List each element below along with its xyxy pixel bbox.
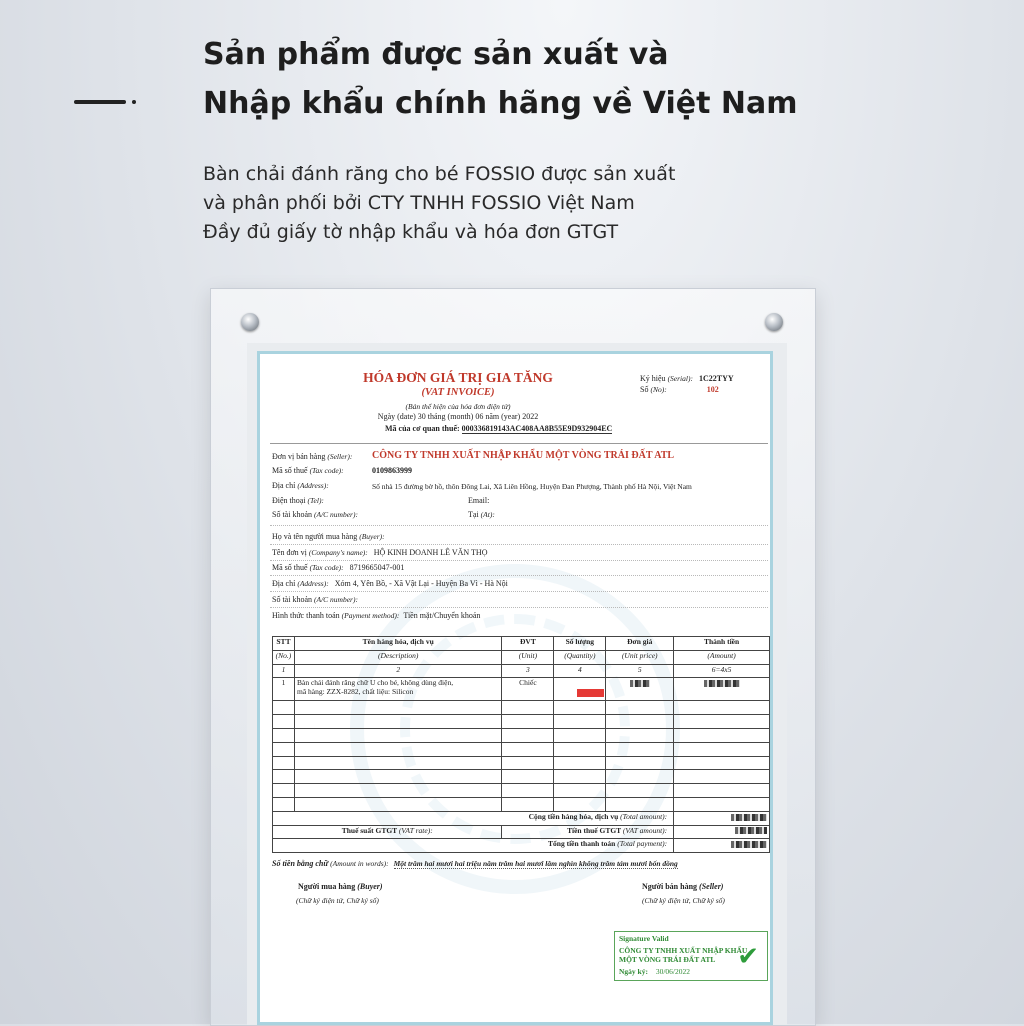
vat-rate-cell: Thuế suất GTGT (VAT rate): — [273, 825, 502, 839]
header-cell: (Unit price) — [606, 650, 674, 664]
invoice-number: Số (No): 102 — [640, 385, 719, 394]
seller-signature-note: (Chữ ký điện tử, Chữ ký số) — [642, 896, 725, 905]
total-amount-row — [273, 811, 770, 825]
amount-in-words: Một trăm hai mươi hai triệu năm trăm hai mươi lăm nghìn không trăm tám mươi bốn đồng — [393, 859, 678, 868]
redacted-value — [731, 841, 767, 848]
divider — [270, 575, 768, 576]
table-header-en-row — [273, 650, 770, 664]
invoice-title: HÓA ĐƠN GIÁ TRỊ GIA TĂNG — [363, 370, 553, 385]
buyer-tax: 8719665047-001 — [349, 563, 405, 572]
index-cell: 1 — [273, 664, 295, 678]
index-cell: 2 — [294, 664, 501, 678]
signature-valid-label: Signature Valid — [619, 934, 669, 943]
buyer-name-row: Họ và tên người mua hàng (Buyer): — [272, 532, 385, 541]
buyer-company-row: Tên đơn vị (Company's name): HỘ KINH DOANH LÊ VĂN THỌ — [272, 548, 488, 557]
invoice-title-en: (VAT INVOICE) — [421, 387, 495, 398]
divider — [270, 560, 768, 561]
header-cell: STT — [273, 637, 295, 651]
subheading-line-2: và phân phối bởi CTY TNHH FOSSIO Việt Nam — [203, 192, 635, 214]
buyer-company: HỘ KINH DOANH LÊ VĂN THỌ — [373, 548, 488, 557]
header-cell: (Quantity) — [554, 650, 606, 664]
header-cell: Số lượng — [554, 637, 606, 651]
serial: Ký hiệu (Serial): 1C22TYY — [640, 374, 734, 383]
redacted-value — [735, 827, 767, 834]
total-payment-label-cell: Tổng tiền thanh toán (Total payment): — [273, 839, 674, 853]
table-row — [273, 797, 770, 811]
payment-method: Tiền mặt/Chuyển khoản — [403, 611, 481, 620]
tax-authority-code — [385, 424, 612, 433]
seller-name: CÔNG TY TNHH XUẤT NHẬP KHẨU MỘT VÒNG TRÁI ĐẤT ATL — [372, 450, 675, 461]
seller-signature-label: Người bán hàng (Seller) — [642, 882, 724, 891]
tax-authority-code-value: 000336819143AC408AA8B55E9D932904EC — [461, 424, 613, 433]
buyer-address: Xóm 4, Yên Bồ, - Xã Vật Lại - Huyện Ba Vì - Hà Nội — [334, 579, 508, 588]
seller-phone-row: Điện thoại (Tel): — [272, 496, 324, 505]
divider — [270, 591, 768, 592]
buyer-account-row: Số tài khoản (A/C number): — [272, 595, 358, 604]
seller-bank-row: Tại (At): — [468, 510, 495, 519]
decorative-dot — [132, 100, 136, 104]
subheading-line-3: Đầy đủ giấy tờ nhập khẩu và hóa đơn GTGT — [203, 221, 619, 243]
table-row — [273, 728, 770, 742]
signature-date: 30/06/2022 — [655, 967, 691, 976]
screw-icon — [765, 313, 783, 331]
subheading — [203, 160, 675, 247]
header-cell: Tên hàng hóa, dịch vụ — [294, 637, 501, 651]
divider — [270, 607, 768, 608]
tax-authority-code-label: Mã của cơ quan thuế: — [385, 424, 460, 433]
header-cell: ĐVT — [502, 637, 554, 651]
checkmark-icon: ✔ — [737, 942, 759, 972]
screw-icon — [241, 313, 259, 331]
vat-row — [273, 825, 770, 839]
divider — [270, 443, 768, 444]
row-description: Bàn chải đánh răng chữ U cho bé, không dùng điện, mã hàng: ZZX-8282, chất liệu: Silicon — [294, 678, 501, 701]
table-row — [273, 770, 770, 784]
vat-amount-value — [674, 825, 770, 839]
buyer-signature-label: Người mua hàng (Buyer) — [298, 882, 383, 891]
decorative-dash — [74, 100, 126, 104]
row-stt: 1 — [273, 678, 295, 701]
divider — [270, 544, 768, 545]
row-unit: Chiếc — [502, 678, 554, 701]
headline — [203, 30, 798, 128]
invoice-subtitle: (Bản thể hiện của hóa đơn điện tử) — [405, 402, 511, 411]
buyer-tax-row: Mã số thuế (Tax code): 8719665047-001 — [272, 563, 405, 572]
headline-line-2: Nhập khẩu chính hãng về Việt Nam — [203, 86, 798, 121]
table-row — [273, 756, 770, 770]
items-table — [272, 636, 770, 853]
index-cell: 3 — [502, 664, 554, 678]
index-cell: 4 — [554, 664, 606, 678]
signature-company-line-1: CÔNG TY TNHH XUẤT NHẬP KHẨU — [619, 946, 748, 955]
signature-date-row: Ngày ký: 30/06/2022 — [619, 967, 691, 976]
seller-address: Số nhà 15 đường bờ hồ, thôn Đông Lai, Xã Liên Hồng, Huyện Đan Phượng, Thành phố Hà Nội, Việt Nam — [372, 482, 692, 491]
redacted-value — [630, 680, 650, 687]
seller-tax-row: Mã số thuế (Tax code): — [272, 466, 344, 475]
table-index-row — [273, 664, 770, 678]
headline-line-1: Sản phẩm được sản xuất và — [203, 37, 669, 72]
row-amount — [674, 678, 770, 701]
seller-account-row: Số tài khoản (A/C number): — [272, 510, 358, 519]
table-row — [273, 701, 770, 715]
digital-signature-box — [614, 931, 768, 981]
header-cell: Đơn giá — [606, 637, 674, 651]
seller-tax: 0109863999 — [372, 466, 412, 475]
index-cell: 5 — [606, 664, 674, 678]
payment-method-row: Hình thức thanh toán (Payment method): Tiền mặt/Chuyển khoản — [272, 611, 481, 620]
buyer-address-row: Địa chỉ (Address): Xóm 4, Yên Bồ, - Xã Vật Lại - Huyện Ba Vì - Hà Nội — [272, 579, 508, 588]
total-payment-value — [674, 839, 770, 853]
total-payment-row — [273, 839, 770, 853]
serial-value: 1C22TYY — [698, 374, 734, 383]
amount-in-words-row: Số tiền bằng chữ (Amount in words): Một trăm hai mươi hai triệu năm trăm hai mươi lăm nghìn không trăm tám mươi bốn đồng — [272, 859, 678, 868]
header-cell: (Unit) — [502, 650, 554, 664]
header-cell: (Description) — [294, 650, 501, 664]
seller-name-row: Đơn vị bán hàng (Seller): — [272, 452, 353, 461]
table-row — [273, 742, 770, 756]
table-header-row — [273, 637, 770, 651]
invoice-number-value: 102 — [706, 385, 719, 394]
seller-email-label: Email: — [468, 496, 490, 505]
redacted-value — [731, 814, 767, 821]
buyer-signature-note: (Chữ ký điện tử, Chữ ký số) — [296, 896, 379, 905]
total-amount-value — [674, 811, 770, 825]
invoice-date: Ngày (date) 30 tháng (month) 06 năm (year) 2022 — [377, 412, 539, 421]
vat-invoice — [257, 351, 773, 1025]
vat-amount-label-cell: Tiền thuế GTGT (VAT amount): — [502, 825, 674, 839]
index-cell: 6=4x5 — [674, 664, 770, 678]
header-cell: (No.) — [273, 650, 295, 664]
table-row — [273, 715, 770, 729]
table-row — [273, 784, 770, 798]
acrylic-frame — [210, 288, 816, 1026]
divider — [270, 525, 768, 526]
header-cell: (Amount) — [674, 650, 770, 664]
seller-address-row: Địa chỉ (Address): — [272, 481, 329, 490]
signature-company-line-2: MỘT VÒNG TRÁI ĐẤT ATL — [619, 955, 716, 964]
row-unit-price — [606, 678, 674, 701]
subheading-line-1: Bàn chải đánh răng cho bé FOSSIO được sản xuất — [203, 163, 676, 185]
header-cell: Thành tiền — [674, 637, 770, 651]
table-row — [273, 678, 770, 701]
total-amount-label-cell: Cộng tiền hàng hóa, dịch vụ (Total amount): — [273, 811, 674, 825]
redacted-value — [704, 680, 740, 687]
redacted-quantity — [577, 689, 604, 697]
